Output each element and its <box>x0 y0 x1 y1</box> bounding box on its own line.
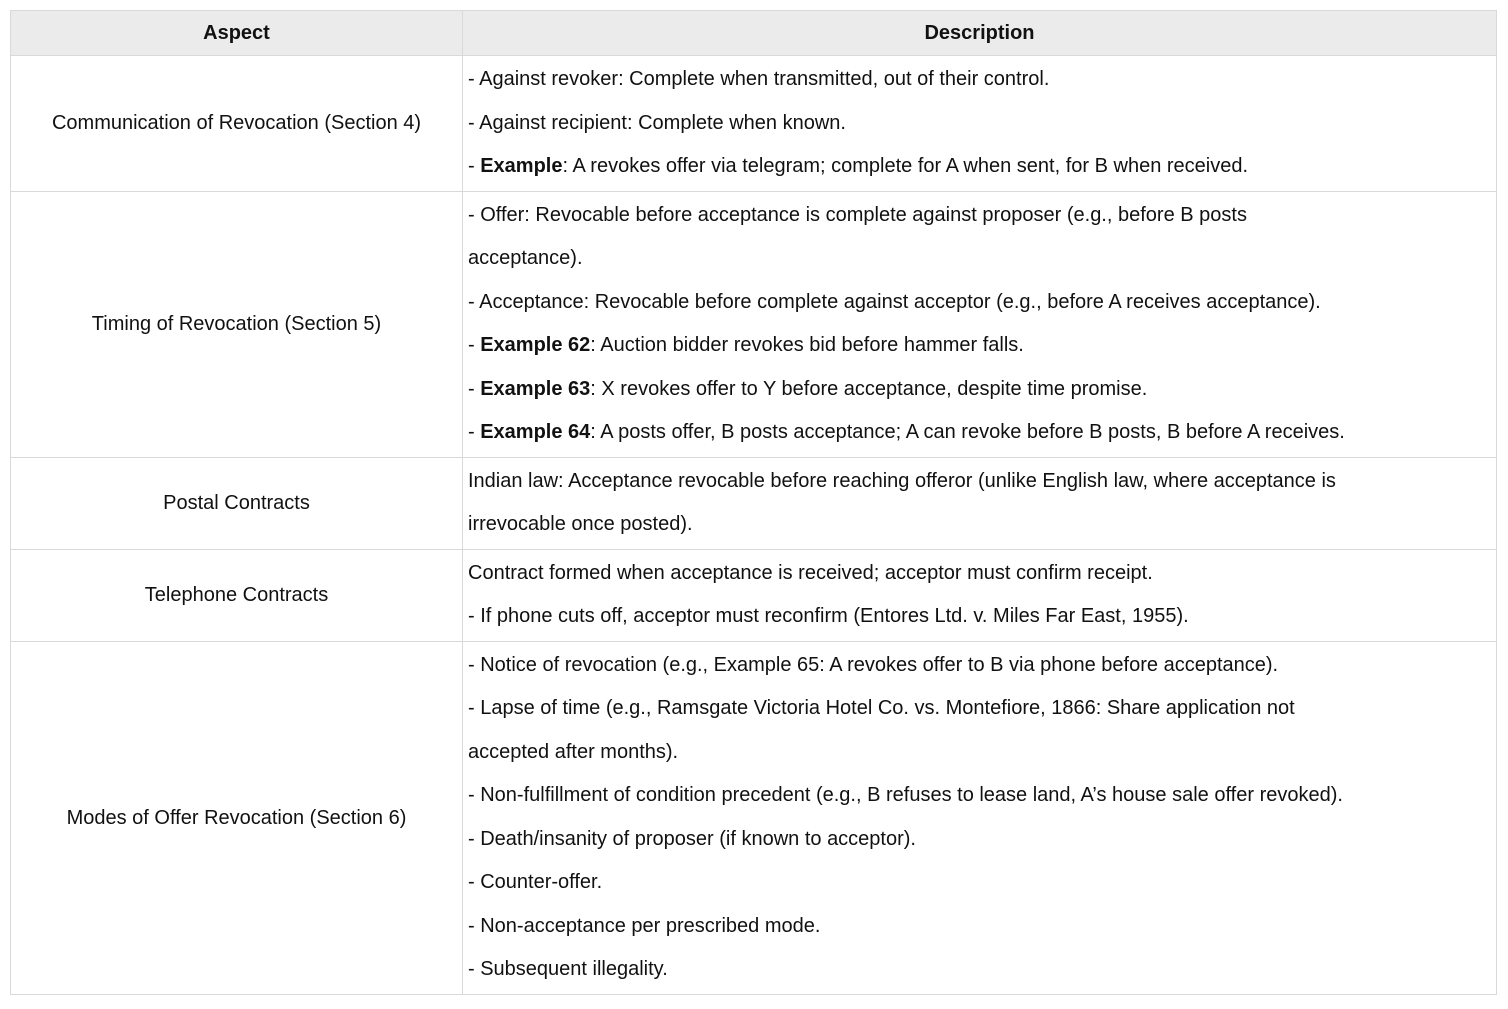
description-text: - Non-acceptance per prescribed mode. <box>468 914 821 937</box>
description-text: - Against recipient: Complete when known. <box>468 111 846 134</box>
description-line <box>468 595 1492 639</box>
revocation-table <box>10 10 1497 995</box>
table-body <box>11 56 1497 995</box>
description-line <box>468 324 1492 368</box>
description-text: - <box>468 155 481 177</box>
description-line <box>468 411 1492 455</box>
description-line <box>468 145 1492 189</box>
description-line <box>468 503 1492 547</box>
table-header-row <box>11 11 1497 56</box>
table-row <box>11 191 1497 457</box>
description-line <box>468 194 1492 238</box>
description-line <box>468 687 1492 731</box>
description-text: accepted after months). <box>468 740 679 763</box>
description-line <box>468 774 1492 818</box>
aspect-cell: Modes of Offer Revocation (Section 6) <box>11 641 463 994</box>
description-text: - Against revoker: Complete when transmitted, out of their control. <box>468 68 1050 90</box>
description-line <box>468 948 1492 992</box>
description-cell <box>463 549 1497 641</box>
description-cell <box>463 191 1497 457</box>
description-line <box>468 237 1492 281</box>
aspect-cell: Communication of Revocation (Section 4) <box>11 56 463 192</box>
table-head <box>11 11 1497 56</box>
description-text: Contract formed when acceptance is received; acceptor must confirm receipt. <box>468 561 1153 584</box>
description-bold-text: Example <box>480 155 563 177</box>
table-row <box>11 549 1497 641</box>
description-text: - Acceptance: Revocable before complete against acceptor (e.g., before A receives acceptance). <box>468 290 1321 313</box>
description-text: acceptance). <box>468 247 583 269</box>
description-text: : A revokes offer via telegram; complete for A when sent, for B when received. <box>562 155 1249 177</box>
table-row <box>11 457 1497 549</box>
description-cell <box>463 56 1497 192</box>
description-text: - Non-fulfillment of condition precedent (e.g., B refuses to lease land, A’s house sale offer revoked). <box>468 784 1343 806</box>
description-line <box>468 58 1492 102</box>
description-text: - <box>468 377 481 400</box>
table-row <box>11 56 1497 192</box>
description-line <box>468 281 1492 325</box>
description-text: : X revokes offer to Y before acceptance, despite time promise. <box>590 377 1148 400</box>
aspect-cell: Postal Contracts <box>11 457 463 549</box>
aspect-cell: Timing of Revocation (Section 5) <box>11 191 463 457</box>
description-cell <box>463 641 1497 994</box>
description-line <box>468 644 1492 688</box>
description-text: - <box>468 421 481 443</box>
description-text: irrevocable once posted). <box>468 513 693 535</box>
description-cell <box>463 457 1497 549</box>
description-text: - Notice of revocation (e.g., Example 65: A revokes offer to B via phone before acceptance). <box>468 653 1279 676</box>
description-line <box>468 552 1492 596</box>
description-bold-text: Example 64 <box>480 421 591 443</box>
description-line <box>468 905 1492 949</box>
description-line <box>468 731 1492 775</box>
description-line <box>468 861 1492 905</box>
description-text: - Lapse of time (e.g., Ramsgate Victoria Hotel Co. vs. Montefiore, 1866: Share application not <box>468 697 1295 719</box>
description-text: - Offer: Revocable before acceptance is complete against proposer (e.g., before B posts <box>468 203 1247 226</box>
description-text: - <box>468 334 481 356</box>
description-text: : Auction bidder revokes bid before hammer falls. <box>590 334 1024 356</box>
description-line <box>468 460 1492 504</box>
table-row <box>11 641 1497 994</box>
description-text: - Death/insanity of proposer (if known to acceptor). <box>468 827 916 850</box>
column-header-aspect: Aspect <box>11 11 463 56</box>
description-text: : A posts offer, B posts acceptance; A can revoke before B posts, B before A receives. <box>590 421 1345 443</box>
description-bold-text: Example 62 <box>480 334 591 356</box>
description-bold-text: Example 63 <box>480 377 591 400</box>
column-header-description: Description <box>463 11 1497 56</box>
description-line <box>468 368 1492 412</box>
description-text: Indian law: Acceptance revocable before reaching offeror (unlike English law, where acceptance is <box>468 469 1336 492</box>
description-text: - If phone cuts off, acceptor must reconfirm (Entores Ltd. v. Miles Far East, 1955). <box>468 605 1189 627</box>
description-text: - Subsequent illegality. <box>468 958 668 980</box>
description-line <box>468 102 1492 146</box>
description-line <box>468 818 1492 862</box>
aspect-cell: Telephone Contracts <box>11 549 463 641</box>
description-text: - Counter-offer. <box>468 871 603 893</box>
